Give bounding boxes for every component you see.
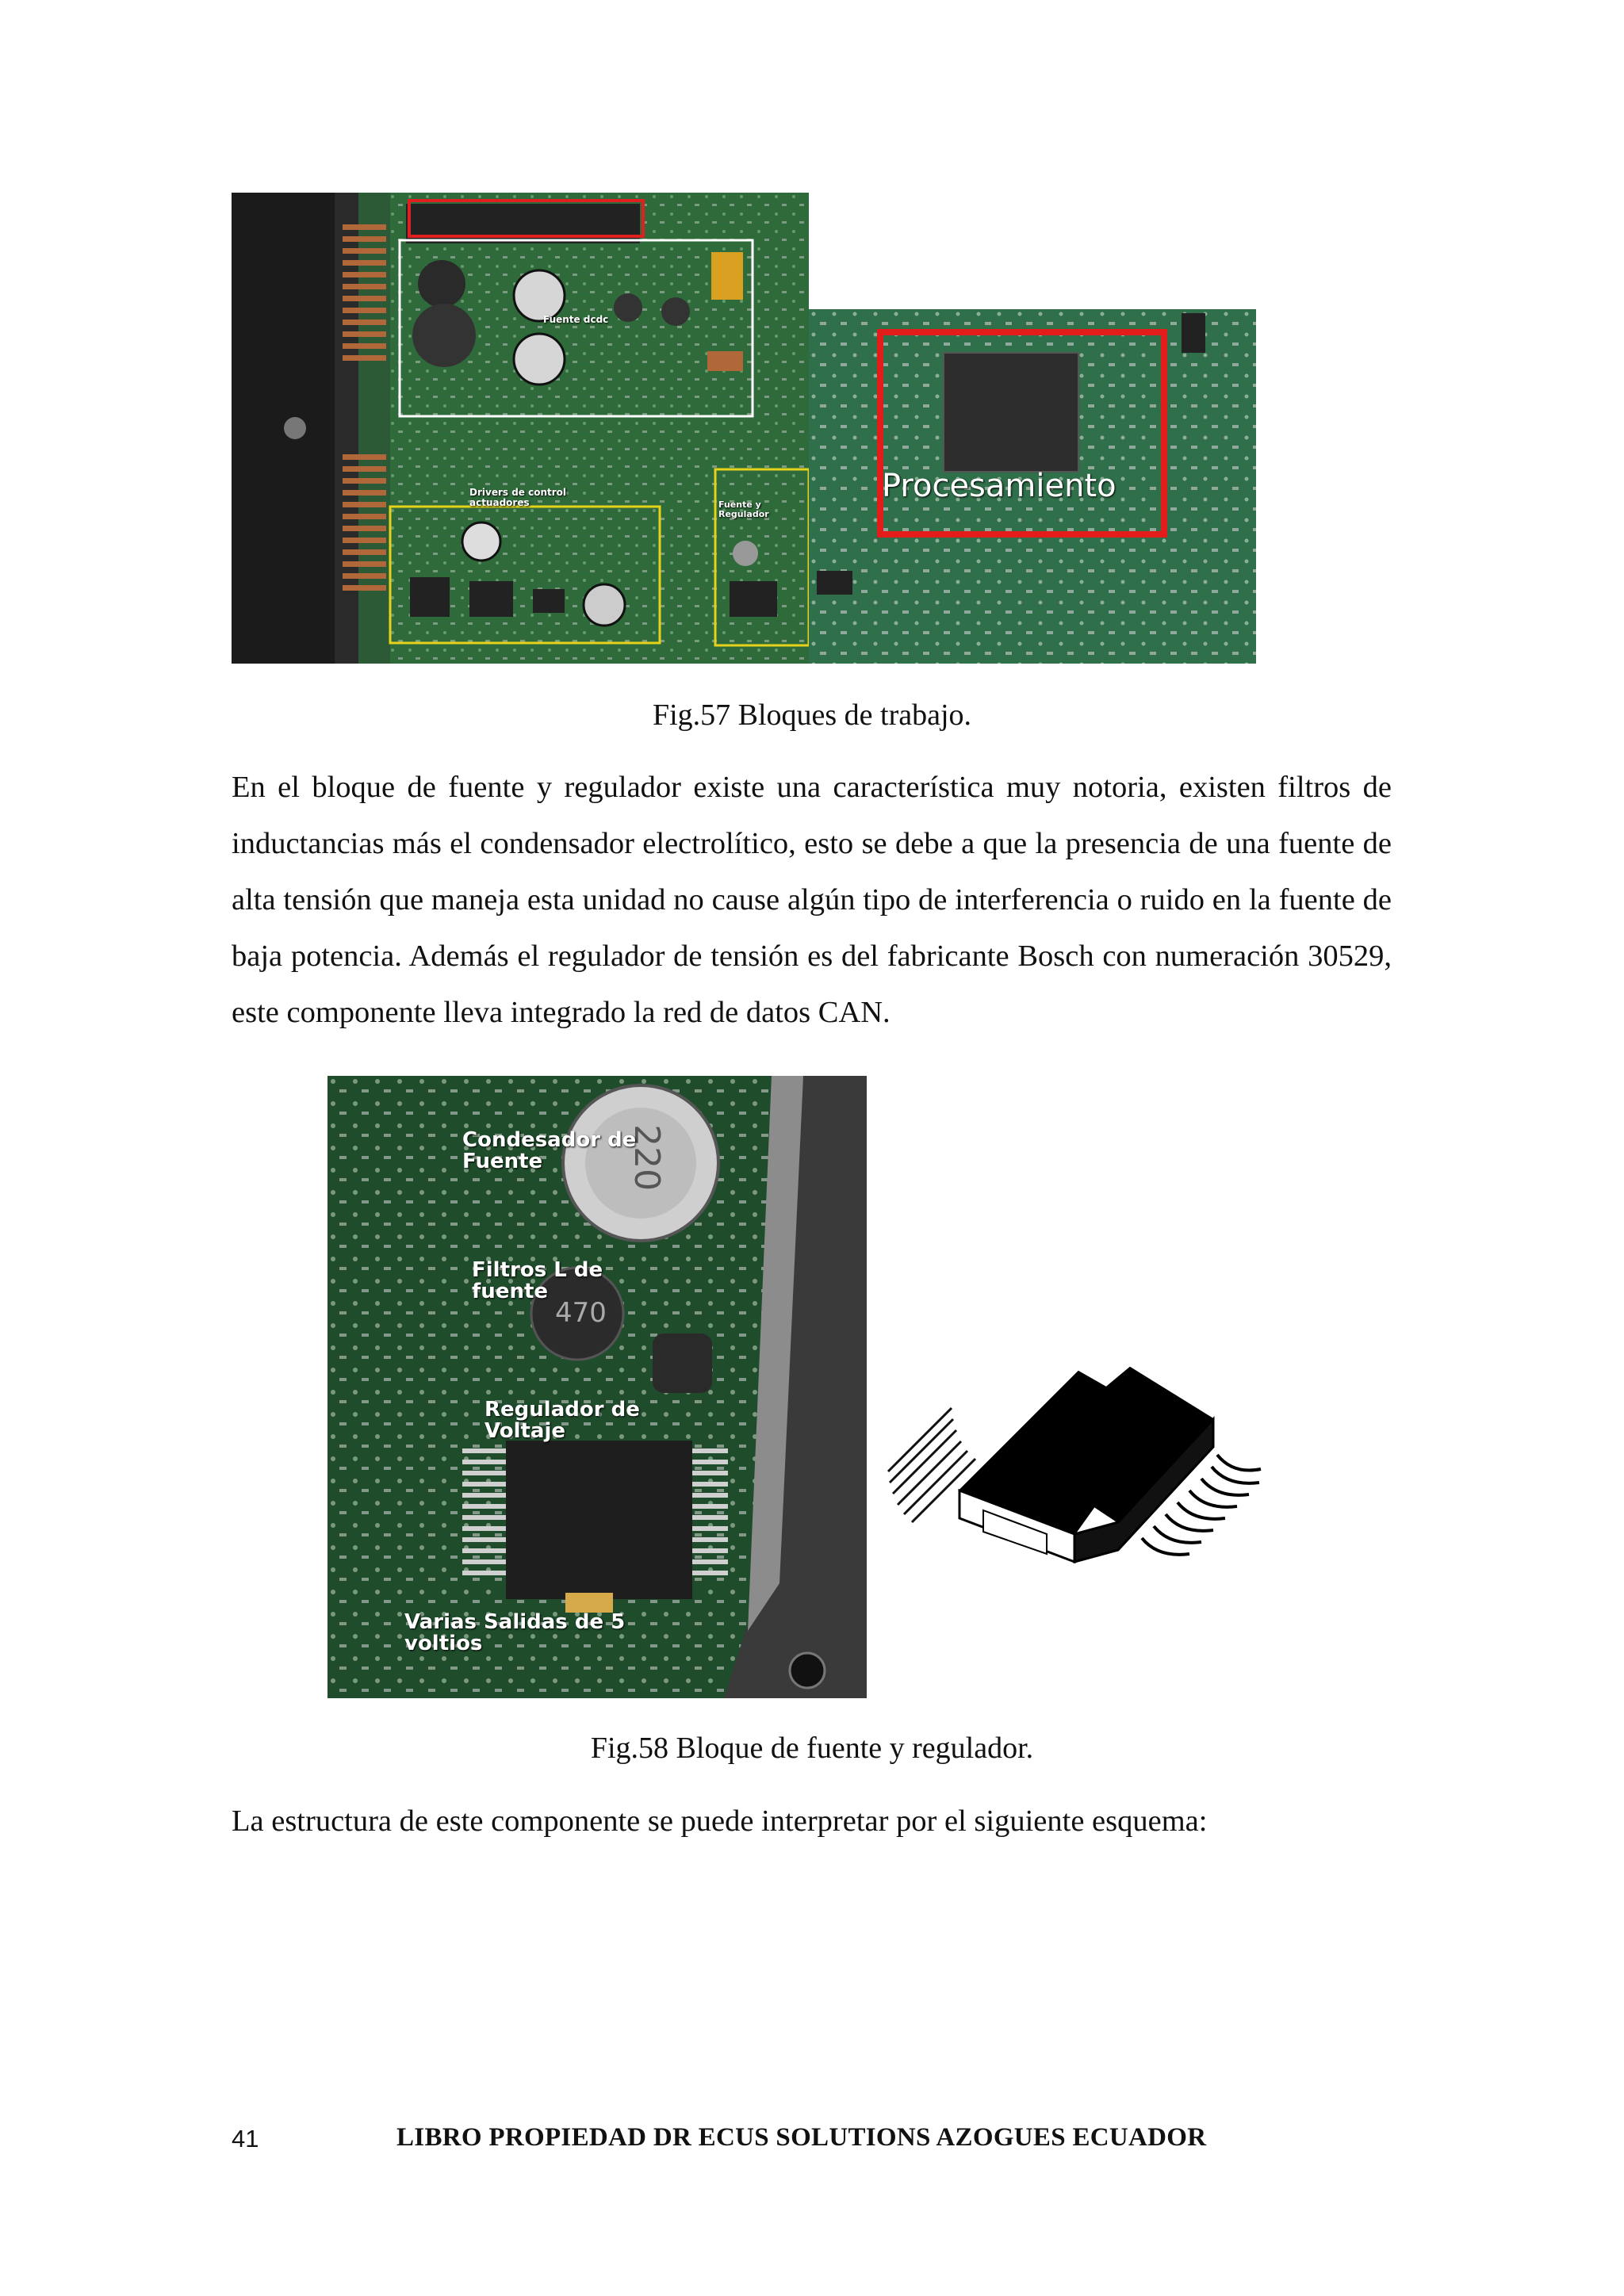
fig57-photo-ecu-board bbox=[232, 193, 809, 664]
page-number: 41 bbox=[232, 2125, 259, 2152]
label-drivers: Drivers de control actuadores bbox=[469, 487, 567, 508]
label-condensador: Condesador de Fuente bbox=[462, 1128, 637, 1174]
inductor-marking: 470 bbox=[555, 1297, 607, 1329]
label-procesamiento: Procesamiento bbox=[882, 468, 1116, 504]
label-regulador: Regulador de Voltaje bbox=[485, 1398, 640, 1444]
label-filtros: Filtros L de fuente bbox=[472, 1258, 603, 1304]
fig58-photo-regulator-block bbox=[327, 1076, 867, 1698]
footer-text: LIBRO PROPIEDAD DR ECUS SOLUTIONS AZOGUES ECUADOR bbox=[396, 2123, 1207, 2152]
label-fuente-dcdc: Fuente dcdc bbox=[543, 314, 609, 325]
cap-marking: 220 bbox=[626, 1124, 668, 1192]
fig58-caption: Fig.58 Bloque de fuente y regulador. bbox=[590, 1732, 1034, 1765]
label-salidas: Varias Salidas de 5 voltios bbox=[404, 1610, 626, 1656]
fig57-photo-processor bbox=[809, 309, 1256, 664]
paragraph-fuente-regulador: En el bloque de fuente y regulador existe una característica muy notoria, existen filtros de inductancias más el condensador electrolítico, esto se debe a que la presencia de una fuente de alta tensión que maneja esta unidad no cause algún tipo de interferencia o ruido en la fuente de baja potencia. Además el regulador de tensión es del fabricante Bosch con numeración 30529, este componente lleva integrado la red de datos CAN. bbox=[232, 771, 1392, 1029]
ic-package-drawing bbox=[880, 1324, 1277, 1609]
ecu-board-illustration bbox=[232, 193, 809, 664]
paragraph-estructura: La estructura de este componente se puede interpretar por el siguiente esquema: bbox=[232, 1804, 1208, 1838]
fig57-caption: Fig.57 Bloques de trabajo. bbox=[652, 698, 972, 732]
label-fuente-regulador: Fuente y Regulador bbox=[718, 499, 769, 519]
